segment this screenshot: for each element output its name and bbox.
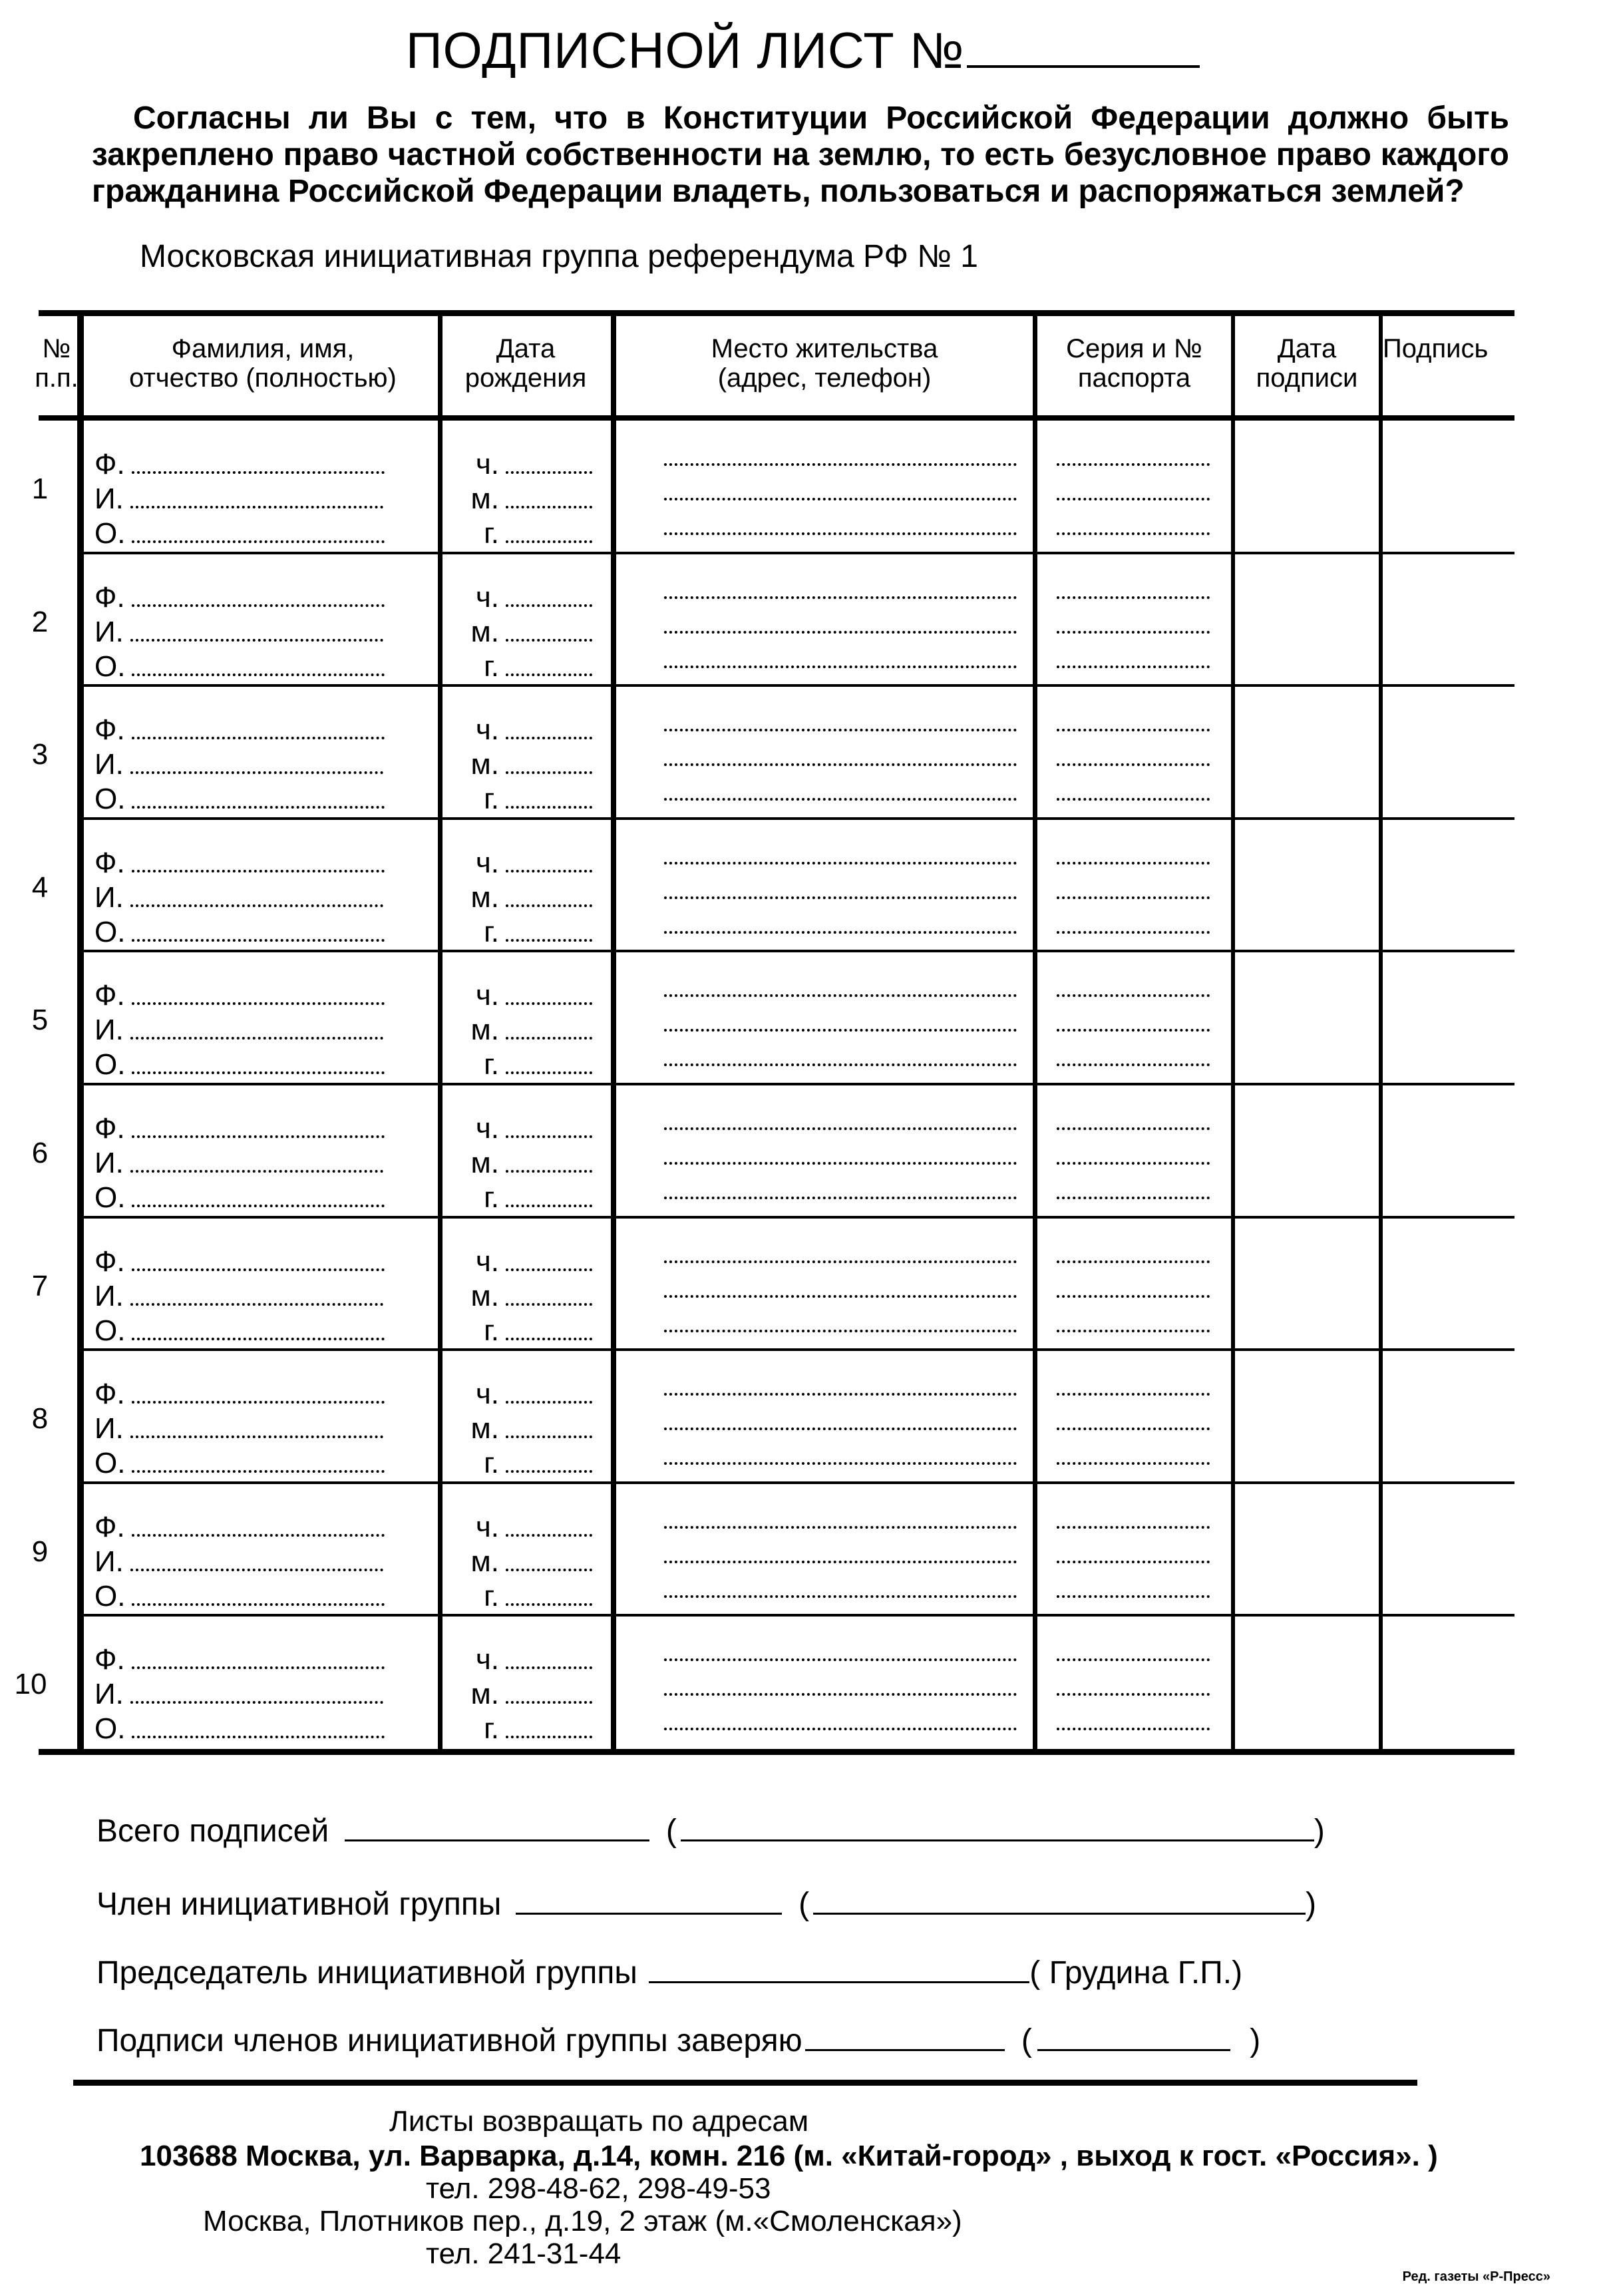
name-field-group (94, 978, 385, 1082)
name-line[interactable] (94, 482, 385, 516)
dob-part-label: ч. (475, 1244, 499, 1278)
name-part-label: О. (94, 783, 126, 816)
sign-date-cell[interactable] (1236, 1616, 1377, 1745)
name-part-label: О. (94, 1181, 126, 1214)
name-line[interactable] (94, 1314, 385, 1348)
row-number: 7 (31, 1269, 49, 1302)
member-name-field[interactable] (813, 1883, 1306, 1915)
name-part-label: Ф. (94, 1244, 125, 1278)
sign-date-cell[interactable] (1236, 554, 1377, 683)
name-line[interactable] (94, 1579, 385, 1614)
name-part-label: И. (94, 748, 124, 781)
dob-part-label: ч. (475, 1378, 499, 1411)
name-part-label: Ф. (94, 1112, 125, 1145)
table-bottom-border (39, 1749, 1514, 1755)
col-divider (1231, 313, 1235, 1752)
dob-field-group (459, 1642, 592, 1746)
name-line[interactable] (94, 1377, 385, 1412)
row-number: 8 (31, 1402, 49, 1435)
total-label: Всего подписей (96, 1814, 329, 1849)
header-dob-line2: рождения (464, 363, 587, 393)
title-text: ПОДПИСНОЙ ЛИСТ № (406, 23, 965, 79)
name-part-label: О. (94, 1048, 126, 1081)
row-number: 2 (31, 605, 49, 638)
name-line[interactable] (94, 1181, 385, 1215)
header-name-line1: Фамилия, имя, (171, 334, 355, 363)
dob-part-label: г. (484, 1447, 499, 1480)
dob-part-label: г. (484, 1579, 499, 1613)
name-part-label: И. (94, 880, 124, 914)
header-address-line1: Место жительства (711, 334, 938, 363)
name-line[interactable] (94, 447, 385, 482)
dob-line[interactable] (459, 1579, 592, 1614)
name-part-label: Ф. (94, 448, 125, 480)
certify-signature-field[interactable] (805, 2020, 1005, 2051)
dob-line[interactable] (459, 1048, 592, 1082)
name-line[interactable] (94, 615, 385, 650)
name-part-label: О. (94, 1579, 126, 1613)
dob-line[interactable] (459, 747, 592, 782)
passport-field[interactable] (1057, 1361, 1210, 1465)
dob-line[interactable] (459, 846, 592, 880)
name-part-label: Ф. (94, 713, 125, 747)
signature-cell[interactable] (1384, 1483, 1510, 1613)
name-line[interactable] (94, 1446, 385, 1481)
name-line[interactable] (94, 1048, 385, 1082)
dob-part-label: м. (470, 1545, 499, 1578)
signature-cell[interactable] (1384, 421, 1510, 550)
dob-part-label: ч. (475, 1643, 499, 1676)
address-field[interactable] (664, 1494, 1017, 1598)
name-line[interactable] (94, 516, 385, 551)
name-part-label: Ф. (94, 846, 125, 879)
name-field-group (94, 447, 385, 551)
dob-line[interactable] (459, 1013, 592, 1048)
passport-field[interactable] (1057, 697, 1210, 801)
question-text: Согласны ли Вы с тем, что в Конституции Российской Федерации должно быть закреплено право частной собственности на землю, то есть безусловное право каждого гражданина Российской Федерации владеть, пользоваться и распоряжаться землей? (92, 100, 1509, 209)
passport-field[interactable] (1057, 1095, 1210, 1199)
chairman-label: Председатель инициативной группы (96, 1955, 637, 1991)
chairman-name: ( Грудина Г.П.) (1029, 1955, 1243, 1991)
signature-cell[interactable] (1384, 1085, 1510, 1214)
signature-cell[interactable] (1384, 819, 1510, 948)
row-number: 3 (31, 738, 49, 771)
name-part-label: О. (94, 1447, 126, 1480)
dob-line[interactable] (459, 1111, 592, 1146)
name-part-label: И. (94, 615, 124, 648)
dob-field-group (459, 1111, 592, 1215)
sheet-number-field[interactable] (967, 19, 1200, 68)
signature-cell[interactable] (1384, 1350, 1510, 1479)
initiative-group-name: Московская инициативная группа референдума РФ № 1 (140, 239, 978, 274)
open-paren: ( (798, 1887, 810, 1922)
dob-field-group (459, 713, 592, 817)
name-line[interactable] (94, 1244, 385, 1279)
dob-line[interactable] (459, 1314, 592, 1348)
name-line[interactable] (94, 1642, 385, 1677)
header-num (30, 334, 83, 393)
name-part-label: О. (94, 915, 126, 948)
passport-field[interactable] (1057, 1626, 1210, 1730)
name-part-label: И. (94, 1678, 124, 1711)
dob-line[interactable] (459, 1446, 592, 1481)
header-bottom-border (39, 415, 1514, 421)
name-field-group (94, 1510, 385, 1614)
dob-line[interactable] (459, 580, 592, 615)
name-field-group (94, 713, 385, 817)
total-words-field[interactable] (681, 1810, 1314, 1841)
name-line[interactable] (94, 580, 385, 615)
dob-part-label: ч. (475, 979, 499, 1012)
name-line[interactable] (94, 978, 385, 1013)
page-title (406, 19, 1200, 80)
header-name (87, 334, 439, 393)
address-field[interactable] (664, 1229, 1017, 1332)
col-divider (1033, 313, 1037, 1752)
address-field[interactable] (664, 1361, 1017, 1465)
name-field-group (94, 846, 385, 950)
name-field-group (94, 1377, 385, 1481)
header-num-line1: № (42, 334, 71, 363)
member-signature-field[interactable] (516, 1883, 782, 1915)
name-part-label: Ф. (94, 1643, 125, 1676)
name-part-label: Ф. (94, 580, 125, 614)
name-field-group (94, 1111, 385, 1215)
total-signatures-line (96, 1810, 1325, 1849)
dob-part-label: ч. (475, 580, 499, 614)
dob-line[interactable] (459, 713, 592, 747)
return-address-1: 103688 Москва, ул. Варварка, д.14, комн. 216 (м. «Китай-город» , выход к гост. «Россия». ) (140, 2140, 1438, 2172)
name-part-label: И. (94, 1412, 124, 1445)
dob-line[interactable] (459, 1279, 592, 1314)
passport-field[interactable] (1057, 564, 1210, 668)
name-part-label: И. (94, 1279, 124, 1312)
dob-part-label: м. (470, 1678, 499, 1711)
col-divider (77, 313, 84, 1752)
header-name-line2: отчество (полностью) (129, 363, 397, 393)
sign-date-cell[interactable] (1236, 1085, 1377, 1214)
header-sign-date-line1: Дата (1277, 334, 1337, 363)
dob-line[interactable] (459, 1412, 592, 1446)
dob-part-label: г. (484, 517, 499, 550)
name-line[interactable] (94, 1279, 385, 1314)
passport-field[interactable] (1057, 1494, 1210, 1598)
header-num-line2: п.п. (35, 363, 79, 393)
address-field[interactable] (664, 431, 1017, 535)
referendum-question (92, 100, 1509, 210)
sign-date-cell[interactable] (1236, 686, 1377, 815)
dob-part-label: г. (484, 915, 499, 948)
header-dob (439, 334, 612, 393)
return-phone-2: тел. 241-31-44 (426, 2237, 621, 2270)
name-line[interactable] (94, 1545, 385, 1579)
dob-line[interactable] (459, 1677, 592, 1712)
name-line[interactable] (94, 915, 385, 950)
publisher-credit: Ред. газеты «Р-Пресс» (1402, 2269, 1550, 2284)
dob-line[interactable] (459, 1712, 592, 1746)
address-field[interactable] (664, 564, 1017, 668)
chairman-line (96, 1952, 1242, 1991)
dob-part-label: ч. (475, 846, 499, 879)
dob-line[interactable] (459, 1146, 592, 1181)
dob-line[interactable] (459, 978, 592, 1013)
name-line[interactable] (94, 1013, 385, 1048)
dob-part-label: ч. (475, 1112, 499, 1145)
name-line[interactable] (94, 713, 385, 747)
dob-field-group (459, 1377, 592, 1481)
passport-field[interactable] (1057, 962, 1210, 1066)
name-field-group (94, 1244, 385, 1348)
address-field[interactable] (664, 830, 1017, 934)
name-part-label: И. (94, 1147, 124, 1179)
sign-date-cell[interactable] (1236, 1350, 1377, 1479)
header-address-line2: (адрес, телефон) (717, 363, 932, 393)
certify-label: Подписи членов инициативной группы заверяю (96, 2023, 802, 2058)
dob-part-label: м. (470, 880, 499, 914)
close-paren: ) (1306, 1887, 1317, 1922)
dob-line[interactable] (459, 1181, 592, 1215)
row-number: 1 (31, 473, 49, 505)
chairman-signature-field[interactable] (649, 1952, 1029, 1983)
return-heading: Листы возвращать по адресам (389, 2105, 809, 2138)
signature-cell[interactable] (1384, 554, 1510, 683)
member-label: Член инициативной группы (96, 1887, 502, 1922)
name-line[interactable] (94, 782, 385, 817)
header-signature: Подпись (1383, 334, 1489, 363)
member-line (96, 1883, 1316, 1923)
dob-line[interactable] (459, 1510, 592, 1545)
dob-part-label: г. (484, 1048, 499, 1081)
name-part-label: О. (94, 1314, 126, 1347)
dob-part-label: м. (470, 1412, 499, 1445)
footer-divider (73, 2080, 1417, 2086)
address-field[interactable] (664, 962, 1017, 1066)
dob-line[interactable] (459, 1244, 592, 1279)
dob-line[interactable] (459, 615, 592, 650)
name-line[interactable] (94, 747, 385, 782)
dob-line[interactable] (459, 1545, 592, 1579)
open-paren: ( (1021, 2023, 1032, 2058)
header-passport (1037, 334, 1231, 393)
dob-part-label: ч. (475, 713, 499, 747)
dob-line[interactable] (459, 482, 592, 516)
passport-field[interactable] (1057, 1229, 1210, 1332)
dob-field-group (459, 580, 592, 684)
name-part-label: И. (94, 482, 124, 515)
header-dob-line1: Дата (496, 334, 556, 363)
name-field-group (94, 580, 385, 684)
close-paren: ) (1250, 2023, 1261, 2058)
dob-part-label: г. (484, 1181, 499, 1214)
signature-cell[interactable] (1384, 1218, 1510, 1347)
passport-field[interactable] (1057, 830, 1210, 934)
return-phone-1: тел. 298-48-62, 298-49-53 (426, 2172, 771, 2205)
dob-part-label: м. (470, 1279, 499, 1312)
name-part-label: Ф. (94, 1378, 125, 1411)
dob-line[interactable] (459, 650, 592, 684)
dob-line[interactable] (459, 516, 592, 551)
certify-line (96, 2020, 1260, 2059)
name-line[interactable] (94, 846, 385, 880)
name-part-label: О. (94, 1712, 126, 1746)
dob-field-group (459, 447, 592, 551)
certify-name-field[interactable] (1037, 2020, 1230, 2051)
dob-field-group (459, 1510, 592, 1614)
name-line[interactable] (94, 650, 385, 684)
dob-line[interactable] (459, 447, 592, 482)
dob-part-label: м. (470, 1147, 499, 1179)
sign-date-cell[interactable] (1236, 1483, 1377, 1613)
name-line[interactable] (94, 1510, 385, 1545)
col-divider (611, 313, 616, 1752)
sign-date-cell[interactable] (1236, 421, 1377, 550)
sign-date-cell[interactable] (1236, 819, 1377, 948)
close-paren: ) (1314, 1814, 1325, 1849)
dob-line[interactable] (459, 782, 592, 817)
dob-part-label: м. (470, 748, 499, 781)
name-part-label: О. (94, 650, 126, 683)
dob-line[interactable] (459, 880, 592, 915)
name-part-label: Ф. (94, 1510, 125, 1543)
sign-date-cell[interactable] (1236, 1218, 1377, 1347)
dob-part-label: г. (484, 1314, 499, 1347)
dob-part-label: г. (484, 650, 499, 683)
signature-cell[interactable] (1384, 952, 1510, 1081)
col-divider (438, 313, 443, 1752)
signature-cell[interactable] (1384, 686, 1510, 815)
address-field[interactable] (664, 1095, 1017, 1199)
signature-cell[interactable] (1384, 1616, 1510, 1745)
name-part-label: И. (94, 1014, 124, 1047)
col-divider (1379, 313, 1383, 1752)
dob-part-label: ч. (475, 448, 499, 480)
row-number: 9 (31, 1535, 49, 1568)
dob-line[interactable] (459, 1642, 592, 1677)
dob-field-group (459, 846, 592, 950)
dob-part-label: м. (470, 615, 499, 648)
name-part-label: И. (94, 1545, 124, 1578)
row-number: 4 (31, 870, 49, 904)
name-part-label: О. (94, 517, 126, 550)
header-sign-date (1235, 334, 1379, 393)
row-number: 10 (14, 1668, 47, 1701)
header-passport-line2: паспорта (1077, 363, 1191, 393)
return-address-2: Москва, Плотников пер., д.19, 2 этаж (м.«Смоленская») (203, 2205, 962, 2237)
dob-part-label: г. (484, 1712, 499, 1746)
name-line[interactable] (94, 1412, 385, 1446)
dob-field-group (459, 978, 592, 1082)
dob-part-label: м. (470, 1014, 499, 1047)
name-field-group (94, 1642, 385, 1746)
header-passport-line1: Серия и № (1066, 334, 1202, 363)
dob-part-label: г. (484, 783, 499, 816)
name-line[interactable] (94, 1146, 385, 1181)
row-number: 6 (31, 1137, 49, 1169)
name-part-label: Ф. (94, 979, 125, 1012)
dob-line[interactable] (459, 1377, 592, 1412)
name-line[interactable] (94, 1111, 385, 1146)
name-line[interactable] (94, 1712, 385, 1746)
passport-field[interactable] (1057, 431, 1210, 535)
address-field[interactable] (664, 1626, 1017, 1730)
row-number: 5 (31, 1004, 49, 1037)
name-line[interactable] (94, 1677, 385, 1712)
header-address (616, 334, 1033, 393)
table-top-border (39, 310, 1514, 316)
dob-line[interactable] (459, 915, 592, 950)
total-count-field[interactable] (345, 1810, 649, 1841)
dob-part-label: ч. (475, 1510, 499, 1543)
header-sign-date-line2: подписи (1256, 363, 1358, 393)
sign-date-cell[interactable] (1236, 952, 1377, 1081)
open-paren: ( (665, 1814, 677, 1849)
dob-field-group (459, 1244, 592, 1348)
name-line[interactable] (94, 880, 385, 915)
address-field[interactable] (664, 697, 1017, 801)
dob-part-label: м. (470, 482, 499, 515)
